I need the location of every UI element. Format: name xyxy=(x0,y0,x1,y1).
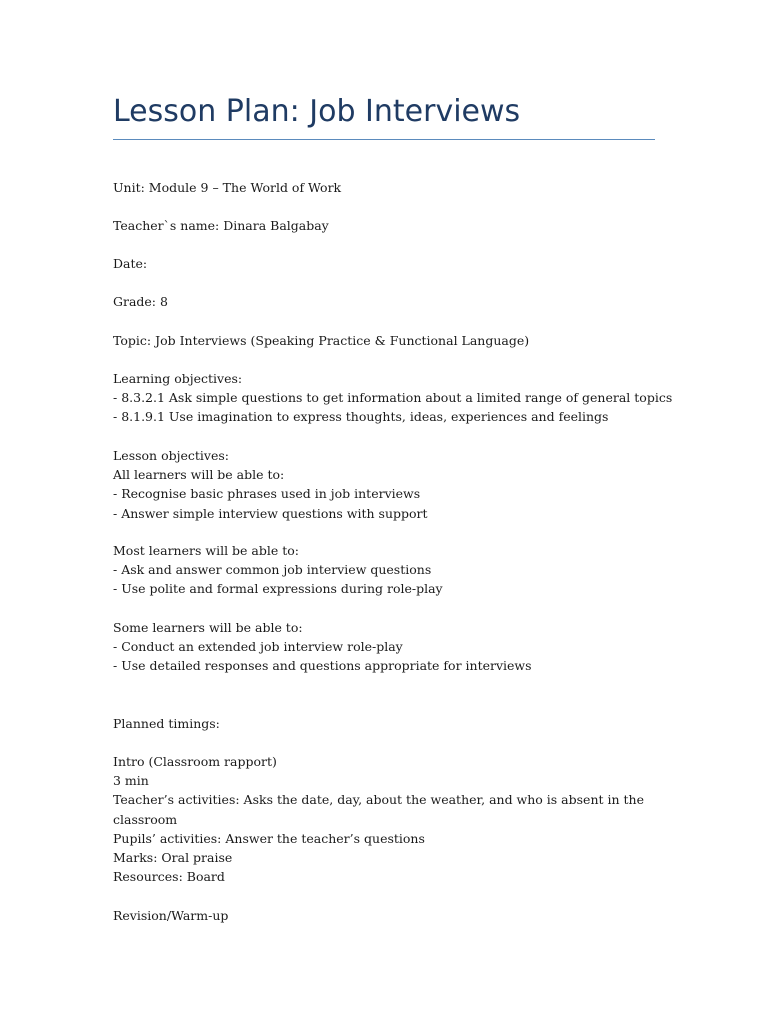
learning-objectives-heading: Learning objectives: xyxy=(113,371,243,386)
most-learners-item: - Use polite and formal expressions during role-play xyxy=(113,581,443,597)
lesson-objectives-some-section xyxy=(113,618,658,676)
intro-stage-name: Intro (Classroom rapport) xyxy=(113,754,277,769)
learning-objectives-section xyxy=(113,369,673,427)
lesson-objectives-most-section xyxy=(113,541,658,599)
teacher-name-line: Teacher`s name: Dinara Balgabay xyxy=(113,218,329,233)
all-learners-heading: All learners will be able to: xyxy=(113,467,285,483)
topic-line: Topic: Job Interviews (Speaking Practice & Functional Language) xyxy=(113,333,530,348)
pupils-activities-line: Pupils’ activities: Answer the teacher’s questions xyxy=(113,830,425,846)
learning-objective-item: - 8.3.2.1 Ask simple questions to get information about a limited range of general topics xyxy=(113,390,673,406)
all-learners-item: - Answer simple interview questions with support xyxy=(113,505,428,521)
some-learners-heading: Some learners will be able to: xyxy=(113,620,303,635)
intro-stage-duration: 3 min xyxy=(113,773,149,789)
most-learners-heading: Most learners will be able to: xyxy=(113,543,299,558)
lesson-objectives-heading: Lesson objectives: xyxy=(113,448,229,463)
some-learners-item: - Conduct an extended job interview role-play xyxy=(113,639,403,655)
document-title: Lesson Plan: Job Interviews xyxy=(113,94,521,129)
teacher-activities-line: Teacher’s activities: Asks the date, day, about the weather, and who is absent in the classroom xyxy=(113,792,644,827)
revision-warmup-heading: Revision/Warm-up xyxy=(113,908,229,923)
marks-line: Marks: Oral praise xyxy=(113,849,233,865)
planned-timings-heading: Planned timings: xyxy=(113,716,220,731)
learning-objective-item: - 8.1.9.1 Use imagination to express thoughts, ideas, experiences and feelings xyxy=(113,409,609,425)
unit-line: Unit: Module 9 – The World of Work xyxy=(113,180,342,195)
all-learners-item: - Recognise basic phrases used in job interviews xyxy=(113,486,421,502)
intro-stage-section xyxy=(113,752,658,886)
grade-line: Grade: 8 xyxy=(113,294,168,309)
title-underline xyxy=(113,139,655,140)
resources-line: Resources: Board xyxy=(113,869,225,885)
some-learners-item: - Use detailed responses and questions appropriate for interviews xyxy=(113,658,532,674)
date-line: Date: xyxy=(113,256,148,271)
lesson-objectives-all-section xyxy=(113,446,658,523)
most-learners-item: - Ask and answer common job interview questions xyxy=(113,562,432,578)
